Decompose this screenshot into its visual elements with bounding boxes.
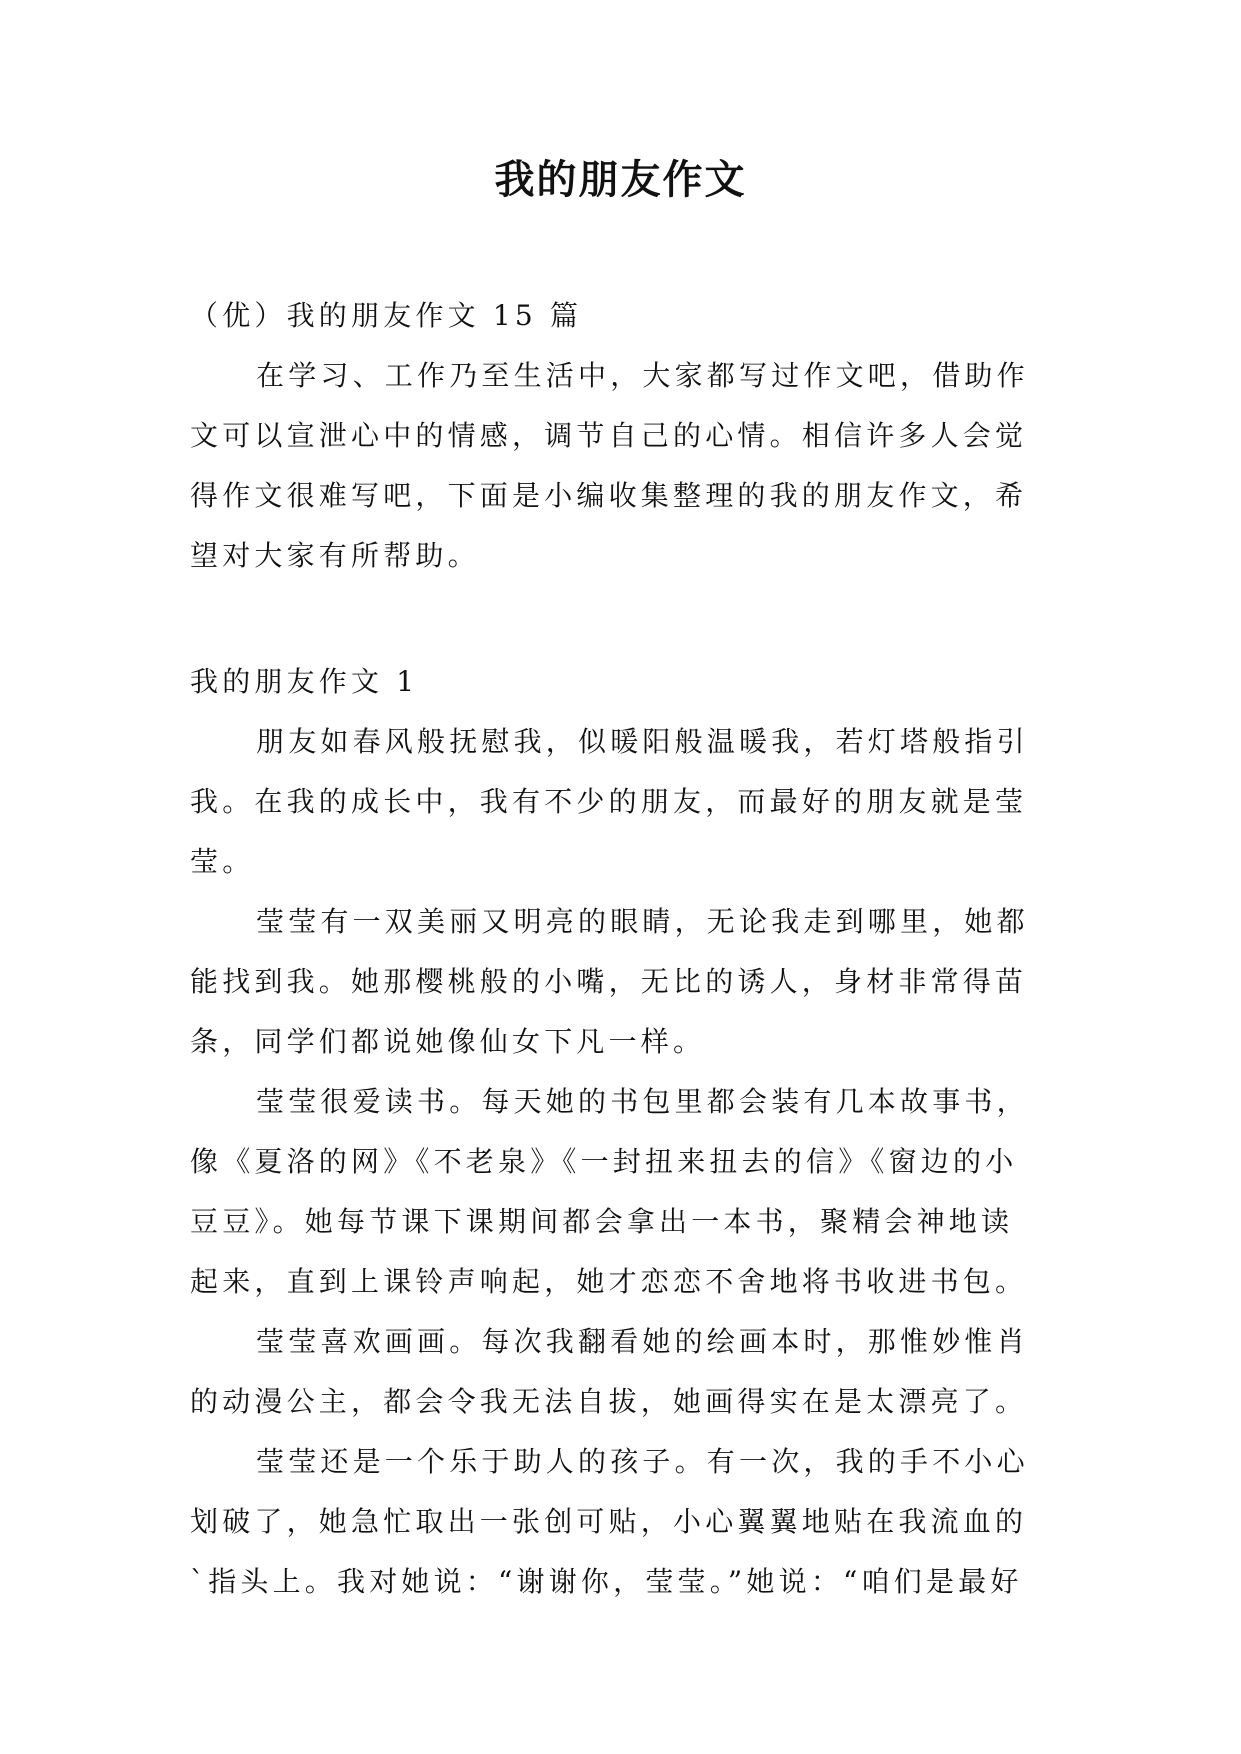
intro-line: 望对大家有所帮助。 [190, 539, 480, 572]
essay-paragraph [190, 712, 1060, 892]
essay-paragraph [190, 892, 1060, 1072]
intro-line: 文可以宣泄心中的情感，调节自己的心情。相信许多人会觉 [190, 419, 1028, 452]
paragraph-line: 的动漫公主，都会令我无法自拔，她画得实在是太漂亮了。 [190, 1385, 1028, 1418]
paragraph-line: 豆豆》。她每节课下课期间都会拿出一本书，聚精会神地读 [190, 1205, 1014, 1238]
paragraph-line: 像《夏洛的网》《不老泉》《一封扭来扭去的信》《窗边的小 [190, 1145, 1018, 1178]
paragraph-line: 条，同学们都说她像仙女下凡一样。 [190, 1025, 706, 1058]
document-body [190, 286, 1060, 1612]
section-spacer [190, 586, 1060, 652]
paragraph-line: 朋友如春风般抚慰我，似暖阳般温暖我，若灯塔般指引 [256, 725, 1029, 758]
essay-paragraph [190, 1312, 1060, 1432]
paragraph-line: 莹。 [190, 845, 255, 878]
paragraph-line: 莹莹很爱读书。每天她的书包里都会装有几本故事书， [256, 1085, 1029, 1118]
document-subtitle: （优）我的朋友作文 15 篇 [190, 299, 583, 332]
paragraph-line: 能找到我。她那樱桃般的小嘴，无比的诱人，身材非常得苗 [190, 965, 1028, 998]
paragraph-line: 起来，直到上课铃声响起，她才恋恋不舍地将书收进书包。 [190, 1265, 1028, 1298]
essay-paragraph [190, 1072, 1060, 1312]
intro-paragraph [190, 346, 1060, 586]
intro-line: 得作文很难写吧，下面是小编收集整理的我的朋友作文，希 [190, 479, 1028, 512]
section-heading: 我的朋友作文 1 [190, 665, 419, 698]
document-title: 我的朋友作文 [494, 156, 747, 203]
essay-paragraph [190, 1432, 1060, 1612]
paragraph-line: 莹莹有一双美丽又明亮的眼睛，无论我走到哪里，她都 [256, 905, 1029, 938]
intro-line: 在学习、工作乃至生活中，大家都写过作文吧，借助作 [256, 359, 1029, 392]
paragraph-line: 我。在我的成长中，我有不少的朋友，而最好的朋友就是莹 [190, 785, 1028, 818]
paragraph-line: 莹莹还是一个乐于助人的孩子。有一次，我的手不小心 [256, 1445, 1029, 1478]
paragraph-line: 划破了，她急忙取出一张创可贴，小心翼翼地贴在我流血的 [190, 1505, 1028, 1538]
paragraph-line: `指头上。我对她说：“谢谢你，莹莹。”她说：“咱们是最好 [190, 1565, 1023, 1598]
paragraph-line: 莹莹喜欢画画。每次我翻看她的绘画本时，那惟妙惟肖 [256, 1325, 1029, 1358]
